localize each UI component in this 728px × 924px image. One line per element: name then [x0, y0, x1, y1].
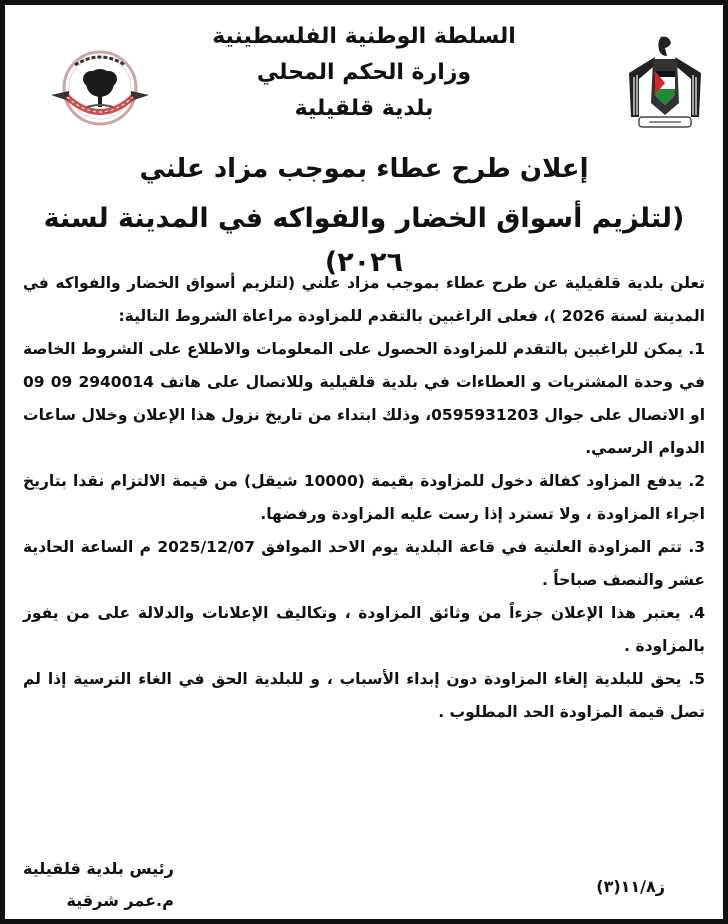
municipality-name: بلدية قلقيلية — [294, 96, 434, 121]
clause-2 — [23, 465, 705, 531]
ministry-name: وزارة الحكم المحلي — [256, 60, 472, 85]
clause-text: تتم المزاودة العلنية في قاعة البلدية يوم الاحد الموافق 2025/12/07 م الساعة الحادية عشر والنصف صباحاً . — [23, 538, 705, 589]
clause-5 — [23, 663, 705, 729]
clause-text: يدفع المزاود كفالة دخول للمزاودة بقيمة (10000 شيقل) من قيمة الالتزام نقدا بتاريخ اجراء المزاودة ، ولا تسترد إذا رست عليه المزاودة ورفضها. — [23, 472, 705, 523]
header-titles — [165, 19, 563, 127]
clause-number: 1. — [688, 340, 705, 358]
announcement-body — [23, 267, 705, 729]
announcement-title: إعلان طرح عطاء بموجب مزاد علني — [139, 154, 589, 184]
announcement-subtitle: (لتلزيم أسواق الخضار والفواكه في المدينة لسنة ٢٠٢٦) — [43, 203, 685, 278]
authority-name: السلطة الوطنية الفلسطينية — [212, 24, 516, 49]
header — [5, 19, 723, 129]
clause-number: 3. — [688, 538, 705, 556]
clause-text: يعتبر هذا الإعلان جزءاً من وثائق المزاودة ، وتكاليف الإعلانات والدلالة على من يفوز بالمزاودة . — [23, 604, 705, 655]
clause-text: يمكن للراغبين بالتقدم للمزاودة الحصول على المعلومات والاطلاع على الشروط الخاصة في وحدة المشتريات و العطاءات في بلدية قلقيلية وللاتصال على هاتف 2940014 09 09 او الاتصال على جوال 0595931203، وذلك ابتداء من تاريخ نزول هذا الإعلان وخلال ساعات الدوام الرسمي. — [23, 340, 706, 457]
intro-paragraph: تعلن بلدية قلقيلية عن طرح عطاء بموجب مزاد علني (لتلزيم أسواق الخضار والفواكه في المدينة لسنة 2026 )، فعلى الراغبين بالتقدم للمزاودة مراعاة الشروط التالية: — [23, 274, 705, 325]
clause-text: يحق للبلدية إلغاء المزاودة دون إبداء الأسباب ، و للبلدية الحق في الغاء الترسية إذا لم تصل قيمة المزاودة الحد المطلوب . — [23, 670, 705, 721]
clause-3 — [23, 531, 705, 597]
reference-code: ز۱۱/۸(۳) — [596, 877, 665, 896]
clause-1 — [23, 333, 705, 465]
signature-title: رئيس بلدية قلقيلية — [23, 859, 174, 878]
clause-number: 4. — [688, 604, 705, 622]
palestinian-eagle-emblem-icon — [625, 33, 705, 131]
clause-number: 5. — [688, 670, 705, 688]
qalqilia-municipality-seal-icon — [45, 45, 155, 131]
clause-number: 2. — [688, 472, 705, 490]
signature-block — [23, 853, 174, 917]
signature-name: م.عمر شرقية — [66, 891, 174, 910]
footer — [5, 853, 723, 917]
clause-4 — [23, 597, 705, 663]
